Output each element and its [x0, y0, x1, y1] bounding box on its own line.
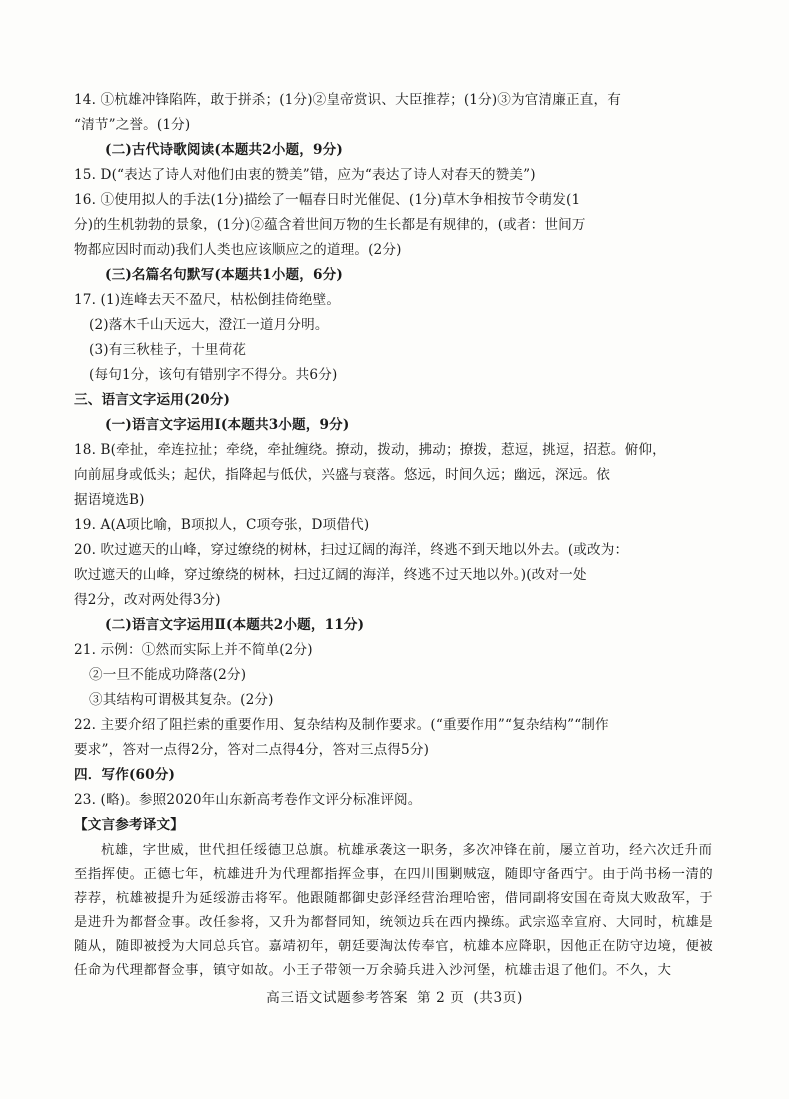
- section-heading-recitation: (三)名篇名句默写(本题共1小题，6分): [105, 267, 343, 283]
- footer-page-number: 第 2 页: [417, 990, 465, 1006]
- section-heading-language-1: (一)语言文字运用Ⅰ(本题共3小题，9分): [105, 417, 350, 433]
- answer-q20: [74, 538, 724, 613]
- answer-q17-part3: (3)有三秋桂子，十里荷花: [89, 342, 247, 358]
- section-heading-poetry: (二)古代诗歌阅读(本题共2小题，9分): [105, 142, 343, 158]
- answer-q17-part2: (2)落木千山天远大，澄江一道月分明。: [89, 317, 329, 333]
- section-heading-writing: 四．写作(60分): [74, 767, 176, 783]
- text-line: 14. ①杭雄冲锋陷阵，敢于拼杀；(1分)②皇帝赏识、大臣推荐；(1分)③为官清廉正直，有: [74, 92, 621, 108]
- answer-q14: [74, 88, 724, 138]
- page-footer: [0, 986, 789, 1006]
- answer-q23: 23. (略)。参照2020年山东新高考卷作文评分标准评阅。: [74, 792, 422, 808]
- answer-q16: [74, 188, 724, 263]
- text-line: 分)的生机勃勃的景象，(1分)②蕴含着世间万物的生长都是有规律的，(或者：世间万: [74, 217, 586, 233]
- footer-title: 高三语文试题参考答案: [266, 990, 409, 1006]
- text-line: 据语境选B): [74, 492, 145, 508]
- answer-q21-part3: ③其结构可谓极其复杂。(2分): [89, 692, 274, 708]
- text-line: 吹过遮天的山峰，穿过缭绕的树林，扫过辽阔的海洋，终逃不过天地以外。)(改对一处: [74, 567, 587, 583]
- answer-q18: [74, 438, 724, 513]
- answer-q19: 19. A(A项比喻，B项拟人，C项夸张，D项借代): [74, 517, 370, 533]
- text-line: 得2分，改对两处得3分): [74, 592, 221, 608]
- answer-content: [74, 88, 724, 983]
- answer-q17: 17. (1)连峰去天不盈尺，枯松倒挂倚绝壁。: [74, 292, 341, 308]
- text-line: 16. ①使用拟人的手法(1分)描绘了一幅春日时光催促、(1分)草木争相按节令萌发(1: [74, 192, 581, 208]
- section-heading-language-2: (二)语言文字运用Ⅱ(本题共2小题，11分): [105, 617, 365, 633]
- text-line: 22. 主要介绍了阻拦索的重要作用、复杂结构及制作要求。(“重要作用”“复杂结构”“制作: [74, 717, 609, 733]
- translation-body: [74, 839, 724, 983]
- translation-paragraph: 杭雄，字世威，世代担任绥德卫总旗。杭雄承袭这一职务，多次冲锋在前，屡立首功，经六次迁升而至指挥使。正德七年，杭雄进升为代理都指挥佥事，在四川围剿贼寇，随即守备西宁。由于尚书杨一清的荐荐，杭雄被提升为延绥游击将军。他跟随都御史彭泽经营治理哈密，借同副将安国在奇岚大败敌军，于是进升为都督佥事。改任参将，又升为都督同知，统领边兵在西内操练。武宗巡幸宣府、大同时，杭雄是随从，随即被授为大同总兵官。嘉靖初年，朝廷要淘汰传奉官，杭雄本应降职，因他正在防守边境，便被任命为代理都督佥事，镇守如故。小王子带领一万余骑兵进入沙河堡，杭雄击退了他们。不久，大: [74, 843, 714, 978]
- footer-page-total: (共3页): [473, 990, 523, 1006]
- section-heading-language: 三、语言文字运用(20分): [74, 392, 231, 408]
- translation-heading: 【文言参考译文】: [74, 817, 184, 833]
- text-line: 向前屈身或低头；起伏，指降起与低伏，兴盛与衰落。悠远，时间久远；幽远，深远。依: [74, 467, 611, 483]
- text-line: 20. 吹过遮天的山峰，穿过缭绕的树林，扫过辽阔的海洋，终逃不到天地以外去。(或改为：: [74, 542, 629, 558]
- answer-q17-note: (每句1分，该句有错别字不得分。共6分): [89, 367, 338, 383]
- answer-q21-part2: ②一旦不能成功降落(2分): [89, 667, 247, 683]
- answer-q21: 21. 示例：①然而实际上并不简单(2分): [74, 642, 313, 658]
- text-line: 要求”，答对一点得2分，答对二点得4分，答对三点得5分): [74, 742, 430, 758]
- text-line: 物都应因时而动)我们人类也应该顺应之的道理。(2分): [74, 242, 402, 258]
- answer-q22: [74, 713, 724, 763]
- answer-q15: 15. D(“表达了诗人对他们由衷的赞美”错，应为“表达了诗人对春天的赞美”): [74, 167, 536, 183]
- text-line: “清节”之誉。(1分): [74, 117, 191, 133]
- text-line: 18. B(牵扯，牵连拉扯；牵绕，牵扯缠绕。撩动，拨动，拂动；撩拨，惹逗，挑逗，招惹。俯仰，: [74, 442, 666, 458]
